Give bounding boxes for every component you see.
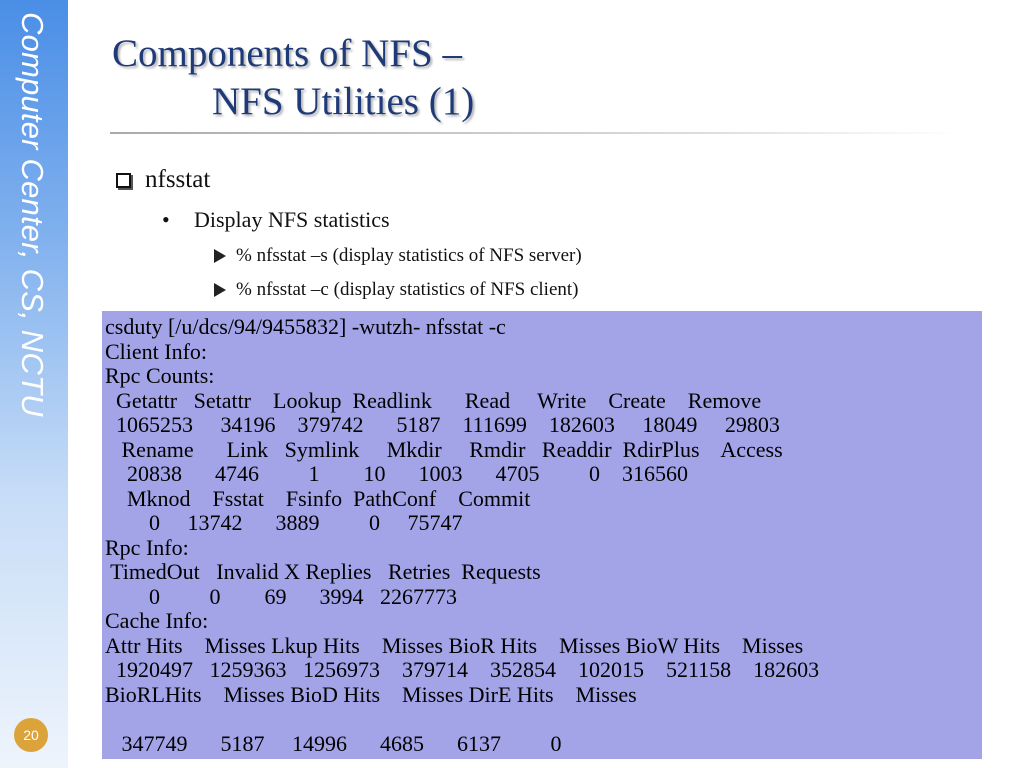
terminal-line: Cache Info: xyxy=(105,608,209,633)
page-number-badge: 20 xyxy=(14,718,48,752)
slide-title xyxy=(112,30,474,126)
terminal-line: 0 0 69 3994 2267773 xyxy=(105,583,457,609)
terminal-line: Rename Link Symlink Mkdir Rmdir Readdir RdirPlus Access xyxy=(105,436,783,462)
terminal-line: Attr Hits Misses Lkup Hits Misses BioR Hits Misses BioW Hits Misses xyxy=(105,632,804,658)
bullet-level3-text: % nfsstat –s (display statistics of NFS server) xyxy=(236,245,582,266)
bullet-level3-text: % nfsstat –c (display statistics of NFS client) xyxy=(236,279,579,300)
terminal-line: Rpc Counts: xyxy=(105,363,215,388)
arrow-bullet-icon xyxy=(214,283,226,297)
bullet-level3-server xyxy=(214,245,582,267)
bullet-level1-text: nfsstat xyxy=(145,166,211,193)
terminal-line: 1920497 1259363 1256973 379714 352854 102015 521158 182603 xyxy=(105,657,820,682)
bullet-level3-client xyxy=(214,279,578,301)
sidebar-bar xyxy=(0,0,68,768)
terminal-line: TimedOut Invalid X Replies Retries Requests xyxy=(105,559,541,584)
terminal-output-box xyxy=(102,311,982,759)
terminal-line: BioRLHits Misses BioD Hits Misses DirE Hits Misses xyxy=(105,681,637,707)
terminal-line: 20838 4746 1 10 1003 4705 0 316560 xyxy=(105,461,688,486)
bullet-level1 xyxy=(116,166,210,194)
terminal-line: Mknod Fsstat Fsinfo PathConf Commit xyxy=(105,485,531,511)
sidebar-vertical-text: Computer Center, CS, NCTU xyxy=(15,12,50,417)
terminal-line: Client Info: xyxy=(105,338,208,364)
terminal-line: Getattr Setattr Lookup Readlink Read Write Create Remove xyxy=(105,387,762,413)
terminal-line: Rpc Info: xyxy=(105,534,189,560)
terminal-line: 347749 5187 14996 4685 6137 0 xyxy=(105,730,562,756)
bullet-level2-text: Display NFS statistics xyxy=(194,207,390,232)
terminal-line: 1065253 34196 379742 5187 111699 182603 18049 29803 xyxy=(105,412,780,437)
title-divider xyxy=(110,132,960,134)
bullet-dot-icon: • xyxy=(162,207,170,232)
slide-title-line2: NFS Utilities (1) xyxy=(212,80,475,123)
slide-title-line1: Components of NFS – xyxy=(112,32,462,75)
checkbox-icon xyxy=(116,173,131,188)
terminal-line: csduty [/u/dcs/94/9455832] -wutzh- nfsstat -c xyxy=(105,314,506,339)
arrow-bullet-icon xyxy=(214,249,226,263)
bullet-level2 xyxy=(162,207,390,233)
terminal-line: 0 13742 3889 0 75747 xyxy=(105,510,463,535)
terminal-line xyxy=(105,707,982,732)
